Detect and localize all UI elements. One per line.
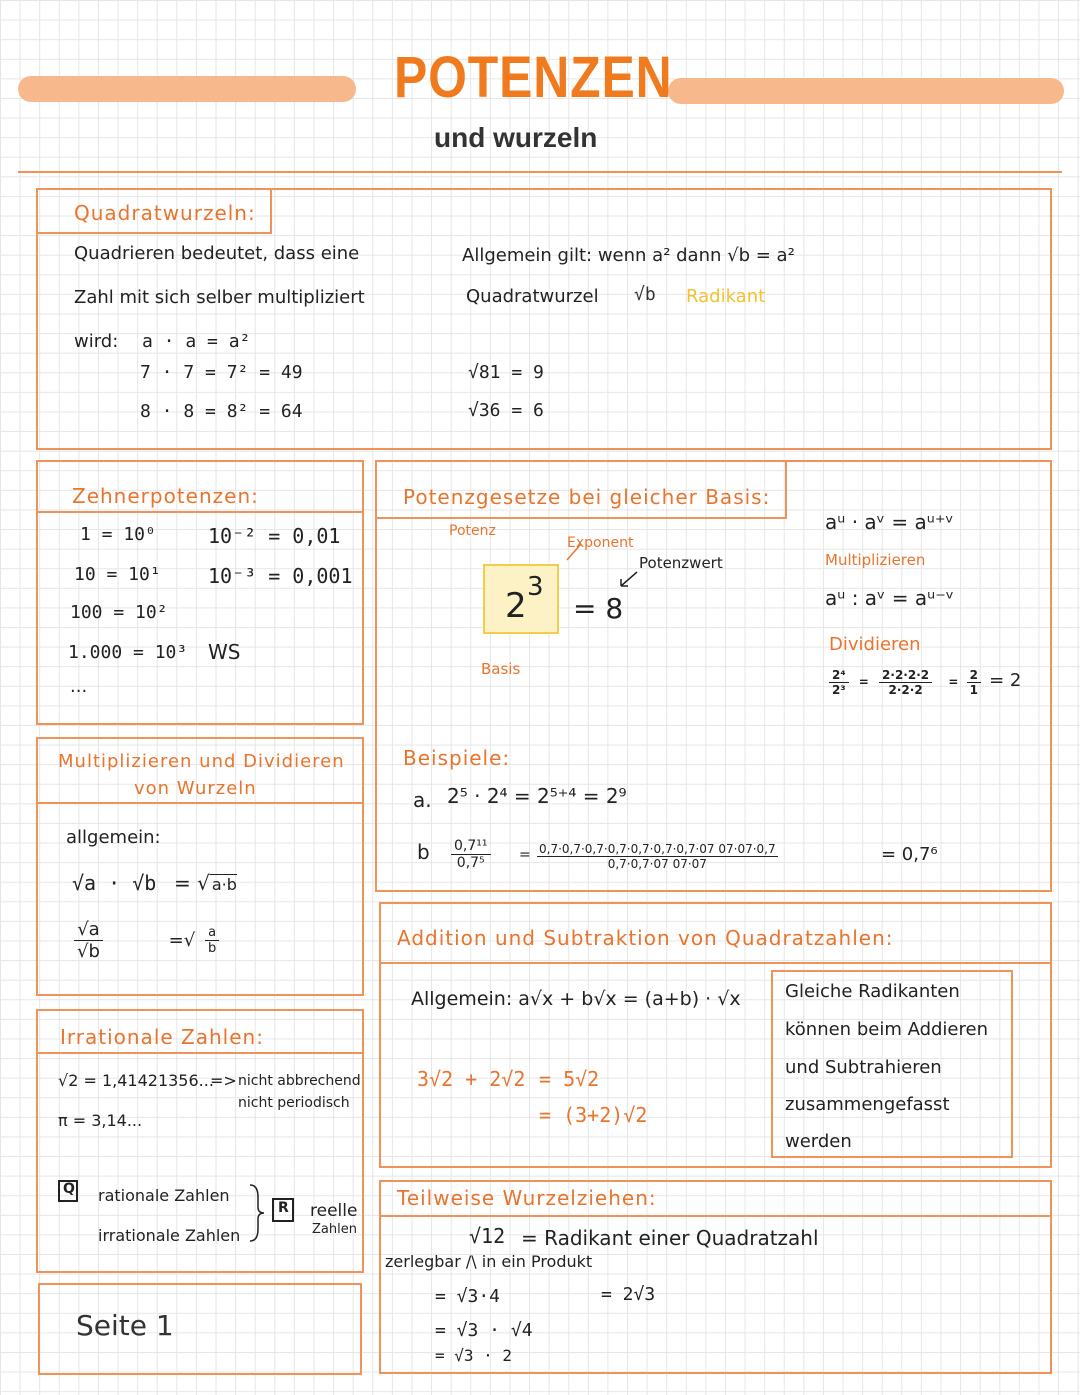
note: WS — [208, 640, 241, 664]
fraction-denominator: 2·2·2 — [888, 683, 923, 697]
list-item: 1.000 = 10³ — [68, 642, 188, 663]
fraction-denominator: 2³ — [832, 683, 846, 697]
arrow-icon — [563, 542, 583, 562]
list-item: 10⁻² = 0,01 — [208, 524, 341, 548]
rule: aᵘ : aᵛ = aᵘ⁻ᵛ — [825, 586, 955, 610]
page-subtitle: und wurzeln — [434, 122, 598, 153]
annotation: nicht periodisch — [238, 1095, 350, 1111]
fraction-numerator: 2⁴ — [829, 668, 849, 683]
section-title: Multiplizieren und Dividieren — [58, 751, 345, 772]
formula-result: = 2 — [989, 670, 1022, 691]
fraction-numerator: a — [205, 925, 219, 941]
section-wurzeln-mult-div — [36, 737, 364, 996]
list-item: 100 = 10² — [70, 602, 168, 623]
section-addition-subtraktion — [379, 902, 1052, 1168]
example-long-fraction — [537, 842, 778, 871]
example-formula: $\frac{\text{0,7¹¹}}{\text{0,7⁵}}$ = — [451, 838, 545, 871]
text-line: irrationale Zahlen — [98, 1226, 241, 1245]
fraction-denominator: b — [207, 941, 217, 956]
note-box — [771, 970, 1013, 1158]
list-item: ... — [70, 676, 88, 697]
power-result: = 8 — [573, 592, 624, 625]
r-symbol: R — [278, 1200, 289, 1216]
text-line: wird: — [74, 331, 119, 352]
curly-brace-icon — [248, 1183, 266, 1243]
rule-label: Multiplizieren — [825, 551, 926, 569]
radical: a·b — [211, 875, 237, 894]
formula: = √ a·b — [174, 871, 237, 895]
page-title: POTENZEN — [394, 45, 673, 110]
formula: π = 3,14... — [58, 1111, 143, 1130]
text-line: rationale Zahlen — [98, 1186, 230, 1205]
annotation: Exponent — [567, 535, 634, 551]
formula: √2 = 1,41421356... — [58, 1071, 214, 1090]
section-title: Potenzgesetze bei gleicher Basis: — [403, 485, 771, 509]
formula: √a · √b — [72, 871, 157, 895]
rule-label: Dividieren — [829, 634, 921, 655]
q-symbol: Q — [63, 1181, 75, 1197]
list-item: 1 = 10⁰ — [80, 524, 156, 545]
example-label: b — [417, 840, 430, 864]
text-line: Quadrieren bedeutet, dass eine — [74, 243, 360, 264]
section-potenzgesetze — [375, 460, 1052, 892]
section-title: Teilweise Wurzelziehen: — [397, 1186, 657, 1210]
section-divider — [38, 511, 362, 513]
section-teilweise-wurzelziehen — [379, 1180, 1052, 1374]
power-exponent: 3 — [527, 572, 544, 602]
fraction-numerator: 2·2·2·2 — [879, 668, 932, 683]
section-divider — [38, 1052, 362, 1054]
formula: = 5√2 — [539, 1067, 600, 1091]
section-divider — [381, 962, 1050, 964]
formula-step: = √3 · √4 — [435, 1320, 533, 1341]
header-bar-right — [668, 78, 1064, 104]
formula: √81 = 9 — [468, 362, 544, 383]
section-title: Irrationale Zahlen: — [60, 1025, 264, 1049]
note-line: können beim Addieren — [785, 1019, 988, 1040]
section-title: Zehnerpotenzen: — [72, 484, 259, 508]
formula: Allgemein: a√x + b√x = (a+b) · √x — [411, 988, 741, 1010]
header-divider — [18, 171, 1062, 173]
formula: = (3+2)√2 — [539, 1103, 648, 1127]
example-formula: 2⁵ · 2⁴ = 2⁵⁺⁴ = 2⁹ — [447, 784, 627, 808]
formula: => — [210, 1071, 237, 1090]
formula-step: = 2√3 — [601, 1284, 656, 1305]
text-line: = Radikant einer Quadratzahl — [521, 1226, 819, 1250]
note-line: und Subtrahieren — [785, 1057, 942, 1078]
section-title: Quadratwurzeln: — [74, 201, 256, 225]
example-label: a. — [413, 788, 432, 812]
formula: 7 · 7 = 7² = 49 — [140, 362, 303, 383]
label: allgemein: — [66, 827, 161, 848]
formula: $\frac{√a}{√b}$ =√ $\frac{a}{b}$ — [74, 919, 219, 962]
rule: aᵘ · aᵛ = aᵘ⁺ᵛ — [825, 510, 954, 534]
example-result: = 0,7⁶ — [881, 844, 938, 865]
formula: √b — [634, 284, 656, 305]
fraction-denominator: 1 — [969, 683, 978, 697]
list-item: 10⁻³ = 0,001 — [208, 564, 353, 588]
formula: 3√2 + 2√2 — [417, 1067, 526, 1091]
note-line: werden — [785, 1131, 852, 1152]
fraction-denominator: 0,7·0,7·07 07·07 — [607, 857, 707, 871]
section-quadratwurzeln — [36, 188, 1052, 450]
formula: 8 · 8 = 8² = 64 — [140, 401, 303, 422]
annotation: nicht abbrechend — [238, 1073, 361, 1089]
fraction-numerator: 0,7¹¹ — [451, 838, 491, 855]
list-item: 10 = 10¹ — [74, 564, 161, 585]
formula-step: = √3·4 — [435, 1286, 501, 1307]
formula: √36 = 6 — [468, 400, 544, 421]
formula: Allgemein gilt: wenn a² dann √b = a² — [462, 245, 795, 266]
examples-label: Beispiele: — [403, 746, 511, 770]
section-divider — [381, 1215, 1050, 1217]
header-bar-left — [18, 76, 356, 102]
fraction-numerator: 0,7·0,7·0,7·0,7·0,7·0,7·0,7·07 07·07·0,7 — [539, 842, 776, 856]
text-line: Zahlen — [312, 1222, 357, 1237]
annotation: Potenz — [449, 523, 496, 539]
fraction-numerator: 2 — [967, 668, 981, 683]
text-line: zerlegbar /\ in ein Produkt — [385, 1252, 593, 1271]
annotation: Basis — [481, 660, 521, 678]
section-title: Addition und Subtraktion von Quadratzahlen: — [397, 926, 894, 950]
formula-step: = √3 · 2 — [435, 1346, 513, 1365]
text-line: reelle — [310, 1201, 358, 1221]
text-line: Radikant — [686, 286, 766, 307]
section-zehnerpotenzen — [36, 460, 364, 725]
text-line: Zahl mit sich selber multipliziert — [74, 287, 365, 308]
power-base: 2 — [505, 586, 527, 626]
fraction-numerator: √a — [74, 919, 103, 941]
text-line: Quadratwurzel — [466, 286, 599, 307]
fraction-denominator: √b — [77, 941, 100, 962]
section-footer — [38, 1283, 362, 1375]
section-irrationale-zahlen — [36, 1009, 364, 1273]
note-line: Gleiche Radikanten — [785, 981, 960, 1002]
fraction-denominator: 0,7⁵ — [456, 855, 485, 871]
page-number: Seite 1 — [76, 1309, 174, 1342]
arrow-icon — [617, 570, 641, 590]
note-line: zusammengefasst — [785, 1094, 950, 1115]
annotation: Potenzwert — [639, 554, 723, 572]
formula: $\frac{\text{2⁴}}{\text{2³}}$ = $\frac{2\cdot 2\cdot 2\cdot 2}{2\cdot 2\cdot 2}$ = $\frac{2}{1}$ = 2 — [829, 668, 1021, 697]
formula: √12 — [469, 1224, 506, 1248]
section-title: von Wurzeln — [134, 778, 257, 799]
formula: a · a = a² — [142, 331, 251, 352]
section-divider — [38, 802, 362, 804]
